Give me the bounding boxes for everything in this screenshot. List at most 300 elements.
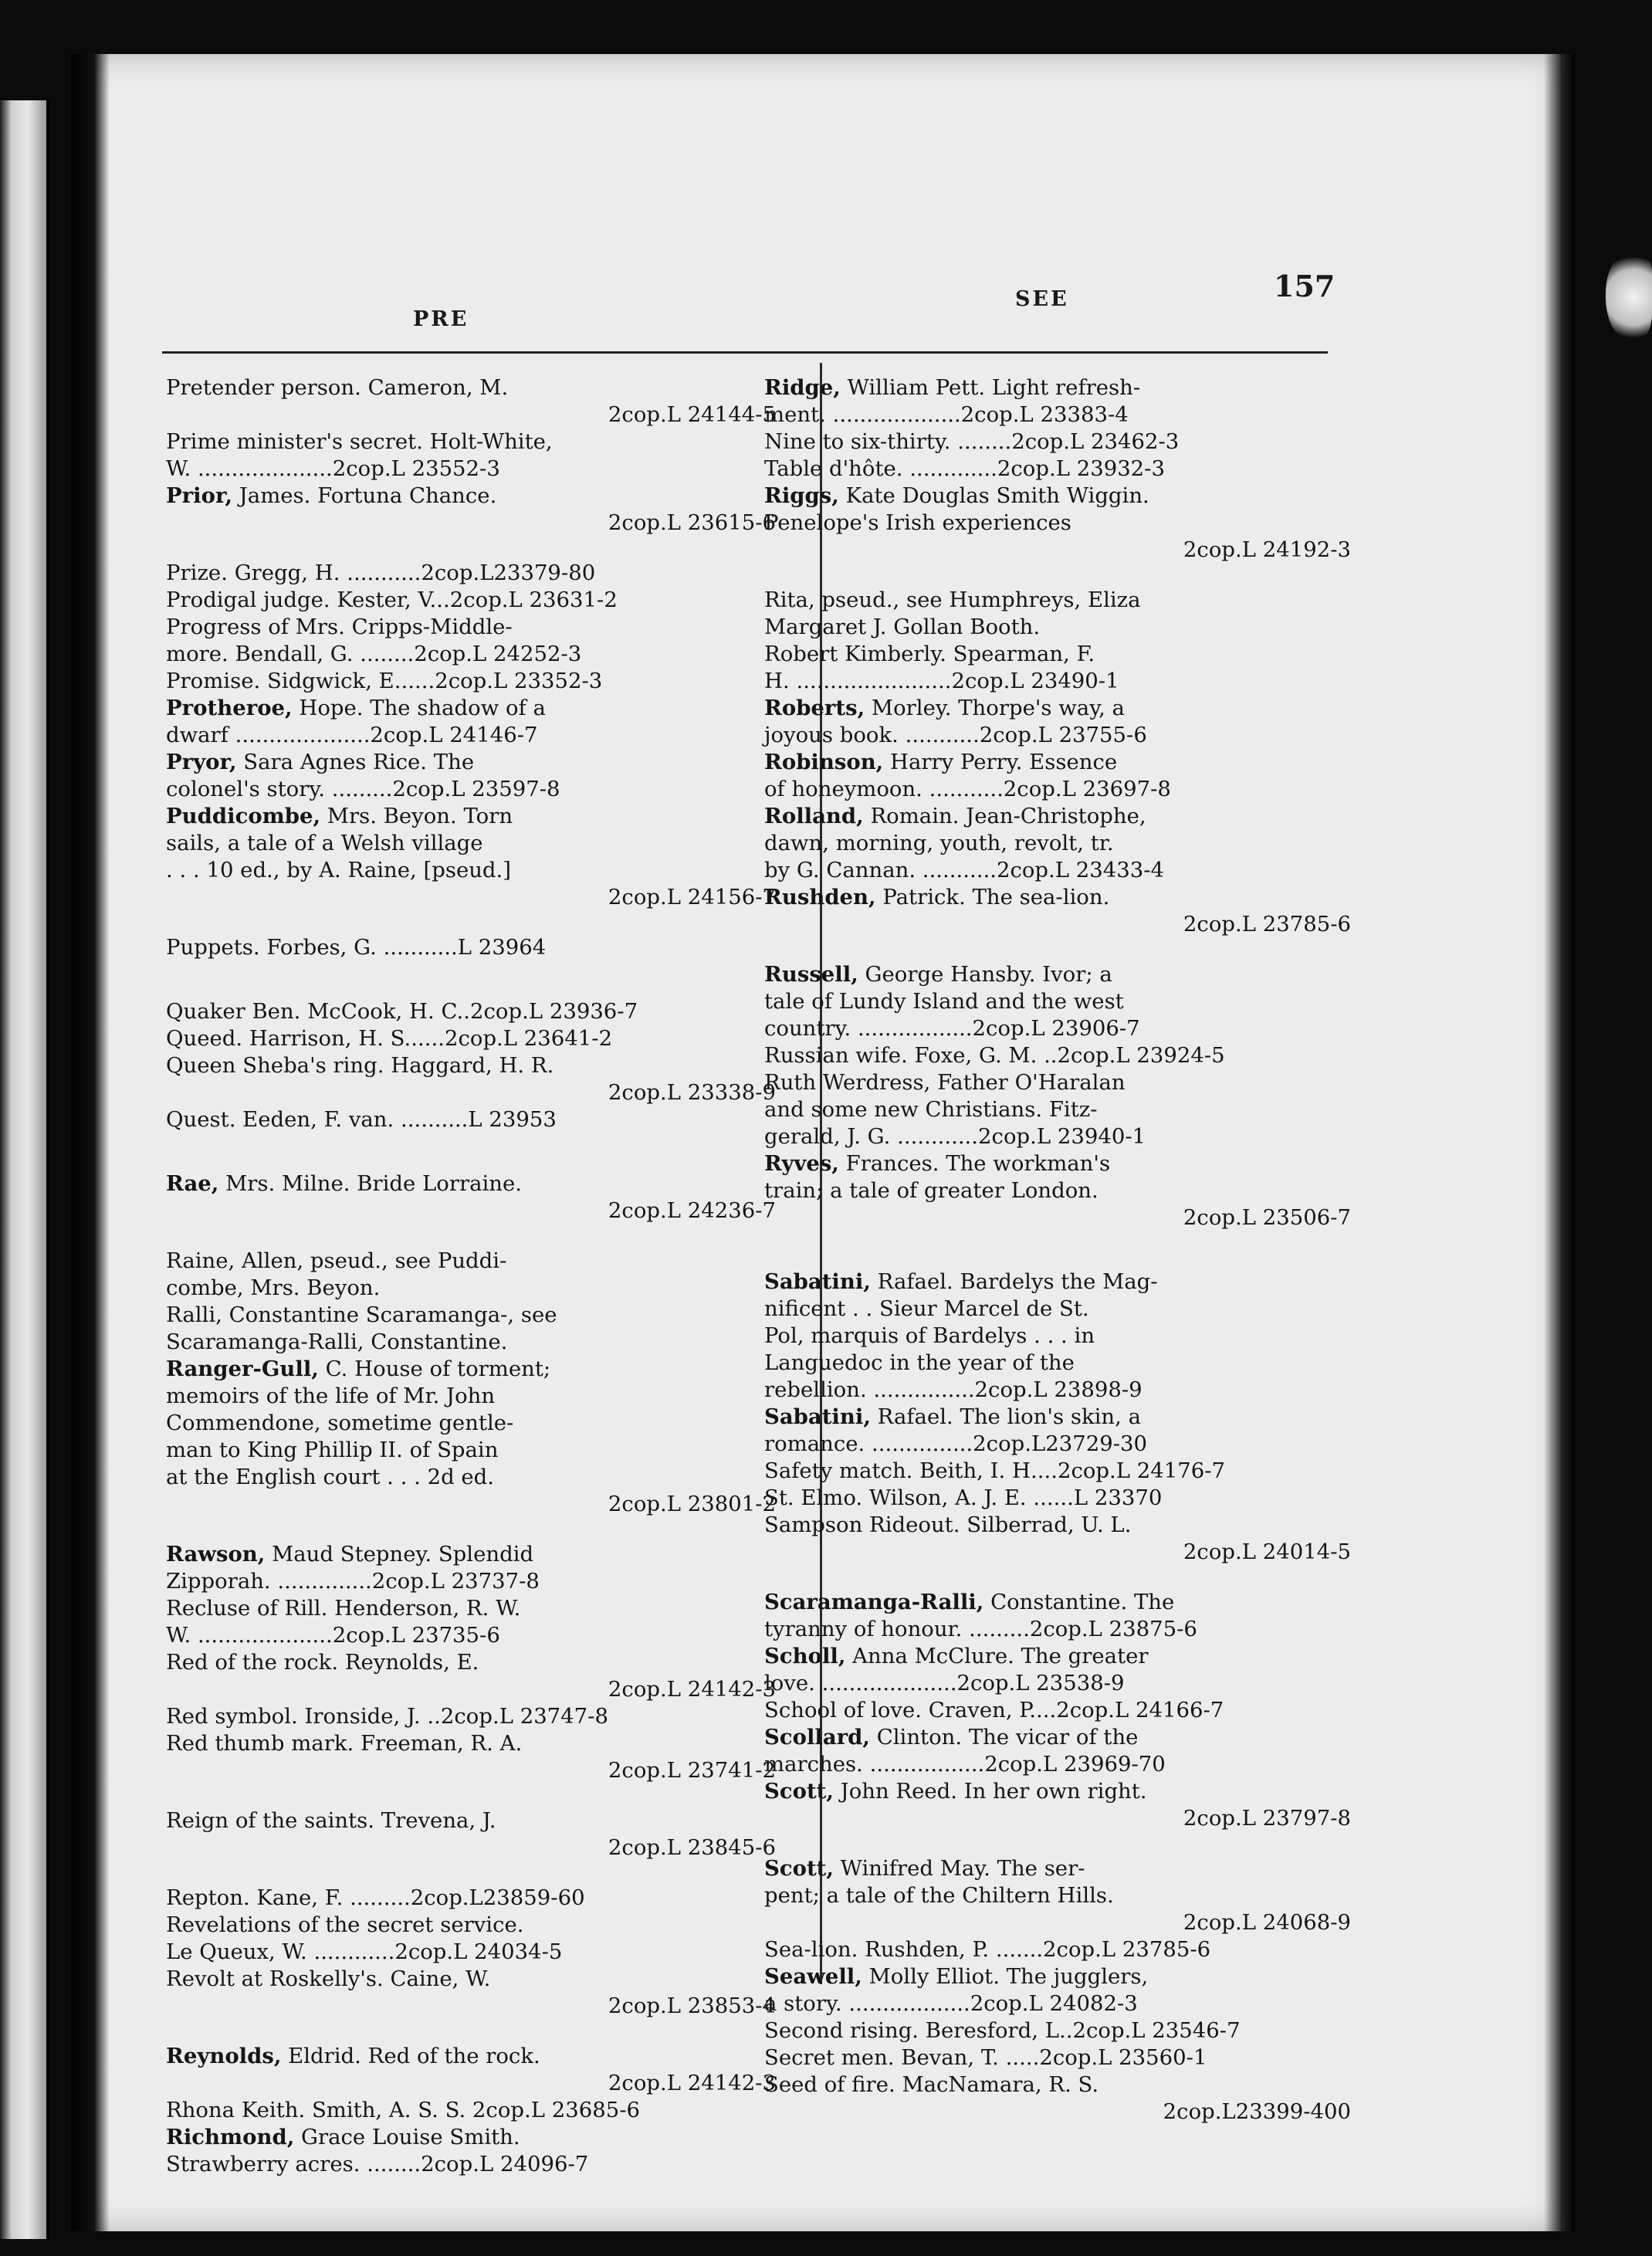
entry-line [166, 1939, 776, 1966]
entry-text: man to King Phillip II. of Spain [166, 1438, 499, 1462]
entry-text: Zipporah. ..............2cop.L 23737-8 [166, 1569, 540, 1594]
catalog-entry [166, 1541, 776, 1595]
left-guide-word: PRE [413, 307, 469, 331]
entry-line [166, 857, 776, 884]
header-rule [162, 351, 1328, 354]
entry-line [764, 1123, 1351, 1150]
entry-line [764, 401, 1351, 429]
entry-text: Mrs. Beyon. Torn [320, 804, 513, 828]
call-number: 2cop.L 24014-5 [1183, 1540, 1351, 1564]
entry-line [764, 830, 1351, 857]
entry-text: School of love. Craven, P....2cop.L 24166-7 [764, 1698, 1224, 1722]
entry-line [166, 1730, 776, 1757]
entry-line [166, 374, 776, 401]
catalog-entry [764, 587, 1351, 641]
entry-text: romance. ...............2cop.L23729-30 [764, 1431, 1147, 1456]
entry-line [764, 668, 1351, 695]
entry-line [764, 2071, 1351, 2098]
catalog-entry [764, 374, 1351, 429]
entry-line [166, 1885, 776, 1912]
entry-line [764, 1458, 1351, 1485]
entry-heading: Scaramanga-Ralli, [764, 1590, 984, 1614]
entry-text: Hope. The shadow of a [292, 696, 546, 720]
entry-line [764, 1096, 1351, 1123]
entry-line [764, 1855, 1351, 1882]
entry-line [166, 614, 776, 641]
catalog-entry [166, 1170, 776, 1225]
catalog-entry [764, 1042, 1351, 1069]
entry-heading: Ridge, [764, 375, 841, 400]
catalog-entry [166, 749, 776, 803]
entry-text: James. Fortuna Chance. [232, 483, 497, 508]
catalog-entry [166, 614, 776, 668]
catalog-entry [166, 1703, 776, 1730]
left-column [166, 374, 776, 2178]
entry-text: Molly Elliot. The jugglers, [862, 1964, 1149, 1989]
entry-text: Prize. Gregg, H. ...........2cop.L23379-80 [166, 561, 596, 585]
entry-line [764, 988, 1351, 1015]
entry-text: Penelope's Irish experiences [764, 510, 1071, 535]
catalog-entry [166, 587, 776, 614]
entry-line [764, 1882, 1351, 1909]
entry-line [764, 1042, 1351, 1069]
entry-heading: Rawson, [166, 1542, 266, 1567]
entry-text: Sampson Rideout. Silberrad, U. L. [764, 1512, 1132, 1537]
entry-line [166, 830, 776, 857]
entry-heading: Riggs, [764, 483, 839, 508]
entry-text: Harry Perry. Essence [883, 750, 1118, 774]
call-number: 2cop.L23399-400 [1163, 2099, 1351, 2124]
entry-text: Winifred May. The ser- [833, 1856, 1085, 1881]
entry-heading: Scott, [764, 1856, 834, 1881]
entry-text: Quest. Eeden, F. van. ..........L 23953 [166, 1107, 557, 1132]
entry-text: Patrick. The sea-lion. [875, 885, 1110, 910]
entry-text: Progress of Mrs. Cripps-Middle- [166, 615, 513, 639]
catalog-entry [764, 456, 1351, 483]
entry-heading: Robinson, [764, 750, 884, 774]
entry-text: St. Elmo. Wilson, A. J. E. ......L 23370 [764, 1485, 1163, 1510]
entry-line [764, 1697, 1351, 1724]
entry-text: Pretender person. Cameron, M. [166, 375, 509, 400]
entry-line [764, 1323, 1351, 1350]
entry-text: Languedoc in the year of the [764, 1350, 1075, 1375]
entry-line [789, 1805, 1351, 1832]
entry-text: ment. ...................2cop.L 23383-4 [764, 402, 1129, 427]
catalog-entry [764, 1512, 1351, 1566]
catalog-entry [764, 1589, 1351, 1643]
entry-line [166, 1541, 776, 1568]
entry-text: Puppets. Forbes, G. ...........L 23964 [166, 935, 547, 960]
entry-line [789, 537, 1351, 564]
entry-text: country. .................2cop.L 23906-7 [764, 1016, 1140, 1041]
entry-text: a story. ..................2cop.L 24082-3 [764, 1991, 1138, 2016]
entry-line [764, 587, 1351, 614]
catalog-entry [764, 803, 1351, 884]
call-number: 2cop.L 24142-3 [608, 1677, 776, 1702]
entry-heading: Scholl, [764, 1644, 846, 1668]
entry-line [764, 641, 1351, 668]
entry-line [166, 803, 776, 830]
entry-text: joyous book. ...........2cop.L 23755-6 [764, 723, 1147, 747]
entry-heading: Sabatini, [764, 1404, 871, 1429]
entry-text: Russian wife. Foxe, G. M. ..2cop.L 23924-5 [764, 1043, 1225, 1068]
entry-line [764, 1778, 1351, 1805]
entry-heading: Ranger-Gull, [166, 1357, 319, 1381]
entry-text: Queed. Harrison, H. S......2cop.L 23641-2 [166, 1026, 613, 1051]
entry-heading: Russell, [764, 962, 858, 987]
entry-text: Rita, pseud., see Humphreys, Eliza [764, 588, 1141, 612]
catalog-entry [166, 668, 776, 695]
entry-line [166, 1106, 776, 1133]
entry-line [789, 1909, 1351, 1936]
entry-line [764, 1015, 1351, 1042]
catalog-entry [166, 483, 776, 537]
entry-line [191, 1491, 776, 1518]
entry-text: rebellion. ...............2cop.L 23898-9 [764, 1377, 1143, 1402]
entry-text: colonel's story. .........2cop.L 23597-8 [166, 777, 560, 801]
catalog-entry [166, 1106, 776, 1133]
entry-text: Revelations of the secret service. [166, 1912, 524, 1937]
entry-line [166, 1966, 776, 1993]
entry-text: Sea-lion. Rushden, P. .......2cop.L 23785-6 [764, 1937, 1211, 1962]
call-number: 2cop.L 23797-8 [1183, 1806, 1351, 1831]
entry-heading: Sabatini, [764, 1269, 871, 1294]
catalog-entry [764, 1069, 1351, 1150]
entry-heading: Prior, [166, 483, 233, 508]
entry-text: John Reed. In her own right. [833, 1779, 1147, 1804]
entry-text: Recluse of Rill. Henderson, R. W. [166, 1596, 521, 1621]
catalog-entry [166, 2043, 776, 2097]
entry-text: William Pett. Light refresh- [840, 375, 1141, 400]
entry-text: Pol, marquis of Bardelys . . . in [764, 1323, 1095, 1348]
entry-line [764, 510, 1351, 537]
entry-text: Ruth Werdress, Father O'Haralan [764, 1070, 1126, 1095]
page-number: 157 [1274, 269, 1335, 303]
entry-line [166, 1622, 776, 1649]
catalog-entry [764, 1724, 1351, 1778]
entry-line [166, 1025, 776, 1052]
entry-line [764, 749, 1351, 776]
entry-text: H. .......................2cop.L 23490-1 [764, 669, 1119, 693]
entry-line [764, 374, 1351, 401]
catalog-entry [764, 1404, 1351, 1458]
entry-text: Red of the rock. Reynolds, E. [166, 1650, 479, 1675]
catalog-entry [764, 749, 1351, 803]
catalog-entry [166, 1595, 776, 1649]
entry-line [166, 1595, 776, 1622]
entry-text: Red thumb mark. Freeman, R. A. [166, 1731, 523, 1756]
catalog-entry [764, 1458, 1351, 1485]
entry-heading: Ryves, [764, 1151, 839, 1176]
entry-line [166, 1302, 776, 1329]
entry-text: Second rising. Beresford, L..2cop.L 23546-7 [764, 2018, 1241, 2043]
call-number: 2cop.L 23506-7 [1183, 1205, 1351, 1230]
entry-text: . . . 10 ed., by A. Raine, [pseud.] [166, 858, 512, 882]
entry-line [166, 668, 776, 695]
entry-text: tyranny of honour. .........2cop.L 23875-6 [764, 1617, 1197, 1641]
entry-heading: Puddicombe, [166, 804, 321, 828]
entry-text: Anna McClure. The greater [845, 1644, 1149, 1668]
call-number: 2cop.L 24142-3 [608, 2071, 776, 2095]
entry-line [166, 560, 776, 587]
entry-line [764, 884, 1351, 911]
entry-text: Red symbol. Ironside, J. ..2cop.L 23747-8 [166, 1704, 608, 1729]
catalog-entry [166, 1966, 776, 2020]
entry-line [166, 1437, 776, 1464]
entry-line [166, 2151, 776, 2178]
catalog-entry [764, 1963, 1351, 2017]
entry-line [764, 857, 1351, 884]
entry-line [764, 456, 1351, 483]
entry-text: Prodigal judge. Kester, V...2cop.L 23631-2 [166, 588, 618, 612]
entry-text: Table d'hôte. .............2cop.L 23932-3 [764, 456, 1165, 481]
catalog-entry [166, 1356, 776, 1518]
entry-line [166, 1912, 776, 1939]
catalog-entry [764, 641, 1351, 695]
entry-text: Prime minister's secret. Holt-White, [166, 429, 553, 454]
call-number: 2cop.L 23741-2 [608, 1758, 776, 1783]
catalog-entry [764, 884, 1351, 938]
entry-line [166, 1703, 776, 1730]
entry-line [764, 803, 1351, 830]
entry-line [764, 1069, 1351, 1096]
entry-text: Nine to six-thirty. ........2cop.L 23462-3 [764, 429, 1180, 454]
catalog-entry [764, 1778, 1351, 1832]
entry-text: Promise. Sidgwick, E......2cop.L 23352-3 [166, 669, 603, 693]
entry-line [166, 934, 776, 961]
catalog-entry [166, 429, 776, 483]
catalog-entry [166, 1248, 776, 1302]
entry-line [764, 776, 1351, 803]
entry-line [166, 1410, 776, 1437]
entry-text: Reign of the saints. Trevena, J. [166, 1808, 496, 1833]
entry-line [166, 483, 776, 510]
call-number: 2cop.L 23338-9 [608, 1080, 776, 1105]
entry-text: Clinton. The vicar of the [869, 1725, 1139, 1750]
entry-text: and some new Christians. Fitz- [764, 1097, 1098, 1122]
entry-text: Secret men. Bevan, T. .....2cop.L 23560-1 [764, 2045, 1207, 2070]
entry-text: Morley. Thorpe's way, a [865, 696, 1125, 720]
catalog-entry [764, 2017, 1351, 2044]
entry-line [764, 1963, 1351, 1990]
entry-line [191, 1676, 776, 1703]
page-gutter-shadow [71, 54, 110, 2231]
entry-line [166, 1052, 776, 1079]
entry-heading: Scott, [764, 1779, 834, 1804]
catalog-entry [764, 483, 1351, 564]
entry-heading: Pryor, [166, 750, 237, 774]
catalog-entry [166, 1649, 776, 1703]
entry-text: train; a tale of greater London. [764, 1178, 1099, 1203]
entry-line [166, 722, 776, 749]
entry-line [764, 614, 1351, 641]
entry-text: Seed of fire. MacNamara, R. S. [764, 2072, 1099, 2097]
page-right-shadow [1544, 54, 1575, 2231]
catalog-entry [166, 2124, 776, 2178]
entry-line [191, 1757, 776, 1784]
call-number: 2cop.L 23845-6 [608, 1835, 776, 1860]
entry-text: Queen Sheba's ring. Haggard, H. R. [166, 1053, 554, 1078]
entry-text: Robert Kimberly. Spearman, F. [764, 642, 1095, 666]
entry-line [166, 998, 776, 1025]
entry-text: Repton. Kane, F. .........2cop.L23859-60 [166, 1885, 585, 1910]
entry-heading: Rushden, [764, 885, 876, 910]
entry-heading: Rolland, [764, 804, 864, 828]
entry-line [764, 2044, 1351, 2071]
entry-line [764, 1512, 1351, 1539]
entry-text: Rafael. The lion's skin, a [870, 1404, 1141, 1429]
entry-text: C. House of torment; [318, 1357, 551, 1381]
entry-heading: Scollard, [764, 1725, 870, 1750]
entry-text: more. Bendall, G. ........2cop.L 24252-3 [166, 642, 582, 666]
catalog-entry [764, 1485, 1351, 1512]
entry-text: W. ....................2cop.L 23735-6 [166, 1623, 500, 1648]
entry-text: Sara Agnes Rice. The [236, 750, 475, 774]
entry-line [764, 722, 1351, 749]
entry-line [764, 1936, 1351, 1963]
entry-line [191, 1197, 776, 1225]
entry-text: Commendone, sometime gentle- [166, 1411, 514, 1435]
entry-text: of honeymoon. ...........2cop.L 23697-8 [764, 777, 1171, 801]
entry-line [764, 1724, 1351, 1751]
entry-text: Revolt at Roskelly's. Caine, W. [166, 1966, 491, 1991]
entry-text: gerald, J. G. ............2cop.L 23940-1 [764, 1124, 1146, 1149]
entry-line [166, 695, 776, 722]
catalog-entry [166, 1912, 776, 1966]
catalog-entry [764, 1269, 1351, 1404]
call-number: 2cop.L 24144-5 [608, 402, 776, 427]
entry-heading: Protheroe, [166, 696, 293, 720]
entry-line [166, 1275, 776, 1302]
entry-line [166, 1568, 776, 1595]
entry-text: Kate Douglas Smith Wiggin. [838, 483, 1149, 508]
entry-heading: Seawell, [764, 1964, 862, 1989]
entry-text: Raine, Allen, pseud., see Puddi- [166, 1248, 507, 1273]
catalog-entry [166, 1025, 776, 1052]
entry-line [764, 1269, 1351, 1296]
entry-text: Ralli, Constantine Scaramanga-, see [166, 1302, 557, 1327]
catalog-entry [764, 2071, 1351, 2126]
entry-heading: Richmond, [166, 2125, 295, 2149]
entry-line [764, 1643, 1351, 1670]
catalog-entry [764, 429, 1351, 456]
entry-line [166, 749, 776, 776]
entry-line [166, 456, 776, 483]
entry-line [789, 1204, 1351, 1231]
entry-line [191, 510, 776, 537]
entry-line [191, 1834, 776, 1861]
entry-line [764, 1670, 1351, 1697]
entry-line [191, 1079, 776, 1106]
entry-line [166, 1329, 776, 1356]
catalog-entry [764, 2044, 1351, 2071]
entry-line [764, 1377, 1351, 1404]
entry-line [166, 1383, 776, 1410]
entry-line [789, 1539, 1351, 1566]
entry-line [166, 1807, 776, 1834]
call-number: 2cop.L 24068-9 [1183, 1910, 1351, 1935]
catalog-entry [166, 934, 776, 961]
entry-line [166, 2124, 776, 2151]
entry-heading: Roberts, [764, 696, 865, 720]
entry-text: tale of Lundy Island and the west [764, 989, 1124, 1014]
entry-text: Mrs. Milne. Bride Lorraine. [218, 1171, 523, 1196]
entry-text: dawn, morning, youth, revolt, tr. [764, 831, 1114, 855]
entry-line [764, 961, 1351, 988]
right-column [764, 374, 1351, 2126]
entry-line [166, 1649, 776, 1676]
entry-line [764, 483, 1351, 510]
entry-text: at the English court . . . 2d ed. [166, 1465, 495, 1489]
catalog-entry [166, 1885, 776, 1912]
call-number: 2cop.L 23801-2 [608, 1492, 776, 1516]
catalog-entry [166, 998, 776, 1025]
catalog-entry [764, 1855, 1351, 1936]
catalog-entry [166, 695, 776, 749]
entry-line [191, 401, 776, 429]
entry-line [789, 911, 1351, 938]
entry-text: pent; a tale of the Chiltern Hills. [764, 1883, 1114, 1908]
call-number: 2cop.L 23615-6 [608, 510, 776, 535]
catalog-entry [166, 2097, 776, 2124]
catalog-entry [166, 374, 776, 429]
entry-text: W. ....................2cop.L 23552-3 [166, 456, 500, 481]
entry-line [764, 1589, 1351, 1616]
adjacent-page-edge [0, 100, 49, 2239]
catalog-entry [166, 1052, 776, 1106]
entry-line [191, 2070, 776, 2097]
call-number: 2cop.L 24156-7 [608, 885, 776, 910]
entry-line [166, 776, 776, 803]
entry-text: Frances. The workman's [838, 1151, 1111, 1176]
catalog-entry [166, 1730, 776, 1784]
entry-text: Grace Louise Smith. [294, 2125, 520, 2149]
entry-line [764, 1350, 1351, 1377]
catalog-entry [166, 560, 776, 587]
catalog-entry [166, 1302, 776, 1356]
entry-line [764, 1431, 1351, 1458]
entry-line [191, 884, 776, 911]
entry-line [191, 1993, 776, 2020]
entry-text: Quaker Ben. McCook, H. C..2cop.L 23936-7 [166, 999, 638, 1024]
entry-heading: Reynolds, [166, 2044, 282, 2068]
entry-line [764, 1616, 1351, 1643]
entry-text: Le Queux, W. ............2cop.L 24034-5 [166, 1939, 563, 1964]
call-number: 2cop.L 23785-6 [1183, 912, 1351, 937]
entry-line [166, 2097, 776, 2124]
entry-text: sails, a tale of a Welsh village [166, 831, 483, 855]
entry-line [764, 1485, 1351, 1512]
entry-text: by G. Cannan. ...........2cop.L 23433-4 [764, 858, 1165, 882]
entry-line [166, 641, 776, 668]
entry-line [166, 1464, 776, 1491]
catalog-entry [764, 1936, 1351, 1963]
entry-line [764, 1404, 1351, 1431]
entry-line [166, 587, 776, 614]
call-number: 2cop.L 24192-3 [1183, 537, 1351, 562]
catalog-entry [764, 695, 1351, 749]
catalog-entry [764, 1150, 1351, 1231]
entry-text: dwarf ....................2cop.L 24146-7 [166, 723, 538, 747]
entry-text: combe, Mrs. Beyon. [166, 1275, 381, 1300]
catalog-entry [764, 1643, 1351, 1697]
entry-text: Safety match. Beith, I. H....2cop.L 24176-7 [764, 1458, 1226, 1483]
call-number: 2cop.L 24236-7 [608, 1198, 776, 1223]
entry-line [166, 429, 776, 456]
entry-heading: Rae, [166, 1171, 219, 1196]
entry-line [166, 1170, 776, 1197]
right-guide-word: SEE [1015, 287, 1069, 311]
